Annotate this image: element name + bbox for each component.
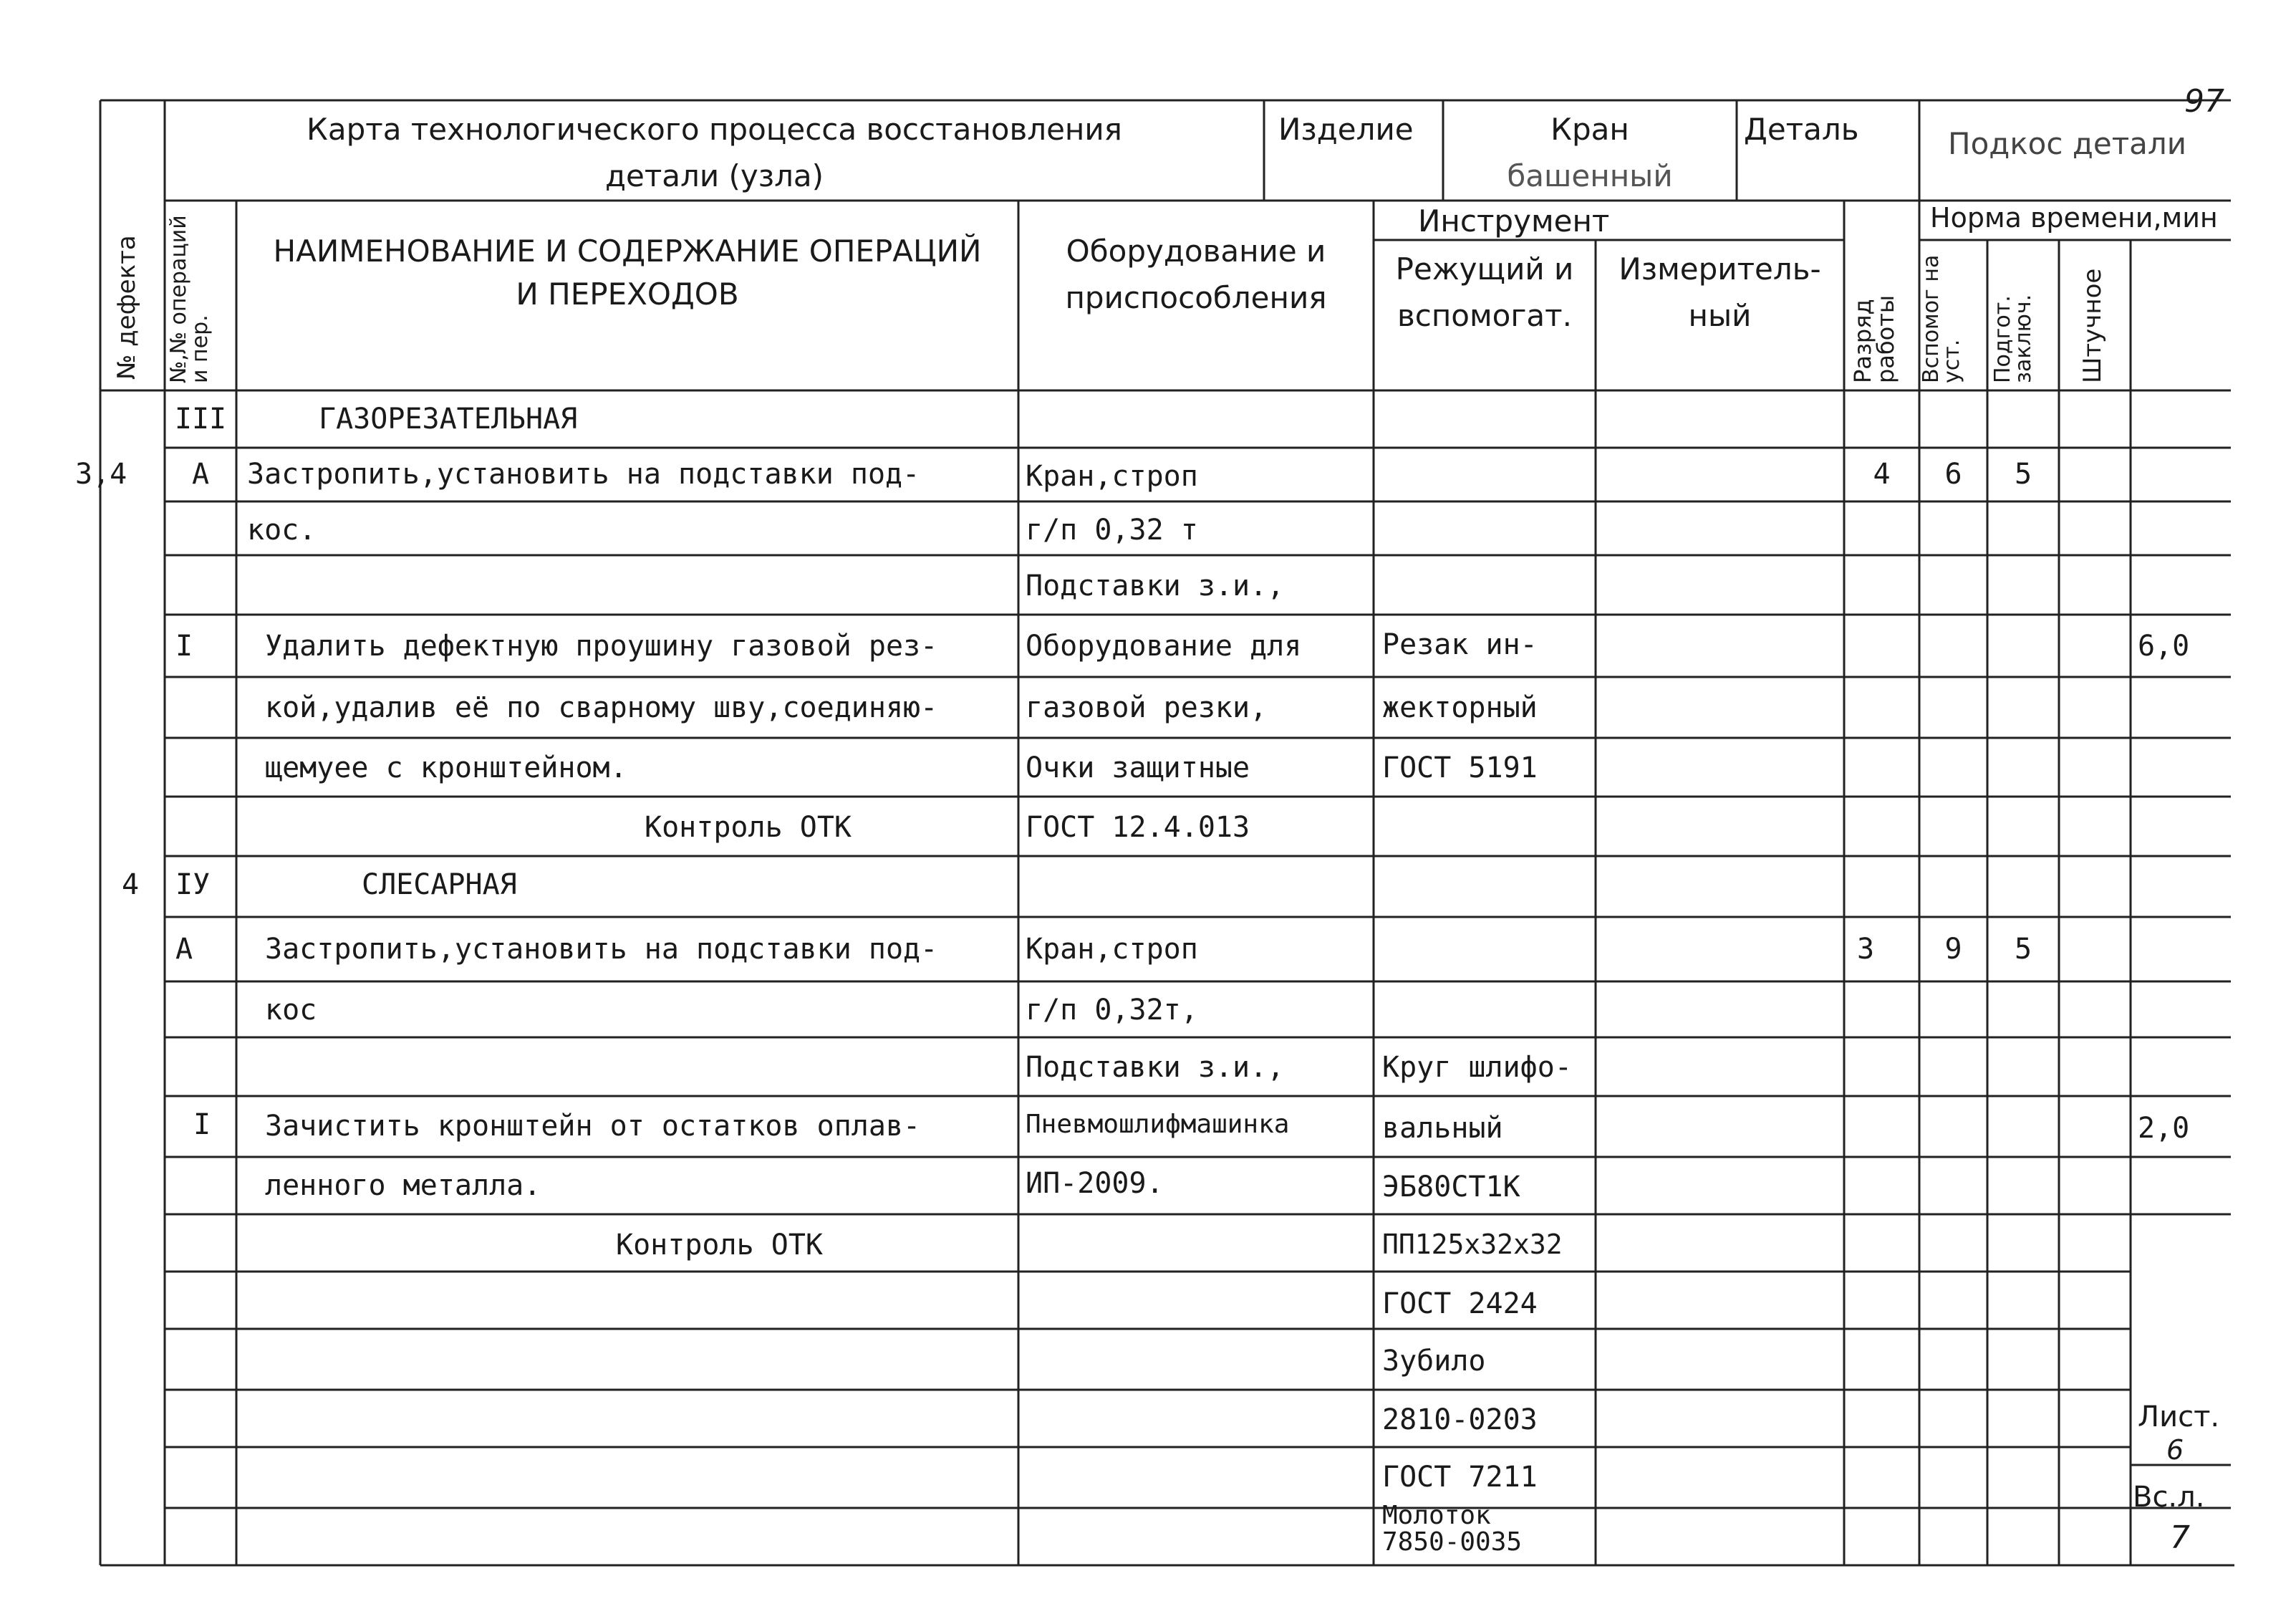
sheet-total-label: Вс.л. <box>2133 1481 2205 1514</box>
piece-time: 2,0 <box>2138 1112 2190 1145</box>
cutting-tool: ГОСТ 7211 <box>1382 1461 1538 1494</box>
col-name: НАИМЕНОВАНИЕ И СОДЕРЖАНИЕ ОПЕРАЦИЙ <box>273 234 982 269</box>
part-value: Подкос детали <box>1948 126 2187 161</box>
equipment: Оборудование для <box>1026 630 1302 663</box>
defect-no: 3,4 <box>75 458 127 491</box>
cutting-tool: ГОСТ 5191 <box>1382 751 1538 784</box>
col-cutting-2: вспомогат. <box>1397 298 1572 333</box>
prep-time: 5 <box>2014 933 2032 966</box>
operation-text: кос. <box>247 514 317 547</box>
cutting-tool: Молоток <box>1382 1501 1491 1530</box>
col-prep: Подгот. заключ. <box>1990 294 2036 383</box>
col-op: №,№ операций и пер. <box>166 215 213 383</box>
piece-time: 6,0 <box>2138 630 2190 663</box>
col-equipment-2: приспособления <box>1065 280 1327 315</box>
inspection: Контроль ОТК <box>645 811 852 844</box>
equipment: ИП-2009. <box>1026 1167 1164 1200</box>
cutting-tool: ПП125х32х32 <box>1382 1229 1563 1260</box>
equipment: Кран,строп <box>1026 933 1198 966</box>
operation-name: СЛЕСАРНАЯ <box>362 868 517 901</box>
product-value: Кран <box>1550 112 1629 147</box>
cutting-tool: ГОСТ 2424 <box>1382 1287 1538 1320</box>
equipment: Очки защитные <box>1026 751 1250 784</box>
sheet-number: 6 <box>2166 1434 2184 1466</box>
cutting-tool: 7850-0035 <box>1382 1527 1523 1557</box>
col-measuring: Измеритель- <box>1619 251 1821 287</box>
equipment: газовой резки, <box>1026 691 1268 724</box>
op-no: III <box>174 403 227 436</box>
operation-text: Застропить,установить на подставки под- <box>247 458 920 491</box>
grade: 4 <box>1873 458 1891 491</box>
cutting-tool: Резак ин- <box>1382 628 1538 661</box>
col-defect: № дефекта <box>112 235 141 380</box>
col-measuring-2: ный <box>1688 298 1752 333</box>
cutting-tool: вальный <box>1382 1112 1503 1145</box>
sheet-label: Лист. <box>2138 1400 2220 1433</box>
aux-time: 9 <box>1944 933 1962 966</box>
product-value-2: башенный <box>1507 158 1673 193</box>
col-name-2: И ПЕРЕХОДОВ <box>516 277 739 312</box>
col-norm: Норма времени,мин <box>1930 202 2218 234</box>
operation-text: кой,удалив её по сварному шву,соединяю- <box>265 691 938 724</box>
inspection: Контроль ОТК <box>616 1229 823 1262</box>
equipment: г/п 0,32т, <box>1026 994 1198 1027</box>
col-cutting: Режущий и <box>1395 251 1574 287</box>
operation-text: Удалить дефектную проушину газовой рез- <box>265 630 938 663</box>
cutting-tool: 2810-0203 <box>1382 1403 1538 1436</box>
col-grade: Разряд работы <box>1849 294 1899 383</box>
operation-name: ГАЗОРЕЗАТЕЛЬНАЯ <box>319 403 578 436</box>
operation-text: Застропить,установить на подставки под- <box>265 933 938 966</box>
cutting-tool: Круг шлифо- <box>1382 1051 1572 1084</box>
op-no: А <box>191 458 210 491</box>
equipment: г/п 0,32 т <box>1026 514 1198 547</box>
page-number: 97 <box>2184 83 2224 120</box>
col-tool: Инструмент <box>1418 203 1610 239</box>
col-aux: Вспомог на уст. <box>1919 254 1964 383</box>
aux-time: 6 <box>1944 458 1962 491</box>
operation-text: Зачистить кронштейн от остатков оплав- <box>265 1110 921 1143</box>
equipment: Кран,строп <box>1026 460 1198 493</box>
operation-text: щемуее с кронштейном. <box>265 751 627 784</box>
op-no: А <box>175 933 193 966</box>
cutting-tool: ЭБ80СТ1К <box>1382 1171 1520 1203</box>
operation-text: ленного металла. <box>265 1169 541 1202</box>
defect-no: 4 <box>122 868 140 901</box>
grade: 3 <box>1856 933 1875 966</box>
cutting-tool: жекторный <box>1382 691 1538 724</box>
equipment: ГОСТ 12.4.013 <box>1026 811 1250 844</box>
op-no: I <box>193 1108 211 1141</box>
operation-text: кос <box>265 994 317 1027</box>
part-label: Деталь <box>1744 112 1859 147</box>
prep-time: 5 <box>2014 458 2032 491</box>
card-title: Карта технологического процесса восстановления <box>307 112 1122 147</box>
op-no: IУ <box>175 868 211 901</box>
card-subtitle: детали (узла) <box>604 158 824 193</box>
sheet-total: 7 <box>2170 1519 2190 1556</box>
op-no: I <box>175 630 193 663</box>
equipment: Подставки з.и., <box>1026 570 1285 602</box>
cutting-tool: Зубило <box>1382 1345 1486 1378</box>
product-label: Изделие <box>1278 112 1414 147</box>
col-equipment: Оборудование и <box>1066 234 1326 269</box>
equipment: Подставки з.и., <box>1026 1051 1285 1084</box>
equipment: Пневмошлифмашинка <box>1026 1110 1290 1139</box>
col-piece: Штучное <box>2078 268 2107 383</box>
